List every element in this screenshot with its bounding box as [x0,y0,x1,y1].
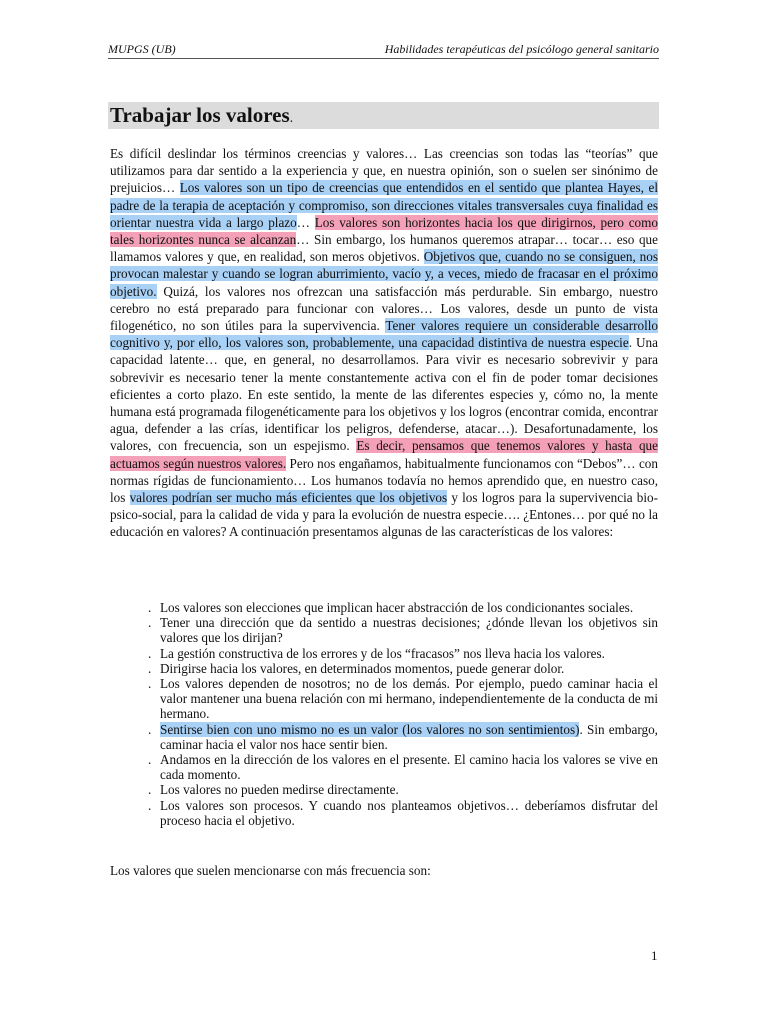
text-segment: Quizá, los valores nos ofrezcan una satisfacción más perdurable. Sin embargo, nuestro cerebro no está preparado para funcionar con valores… Los valores, desde un punto de vista filogenético, no son útiles para la supervivencia. [110,283,658,334]
text-segment: Los valores dependen de nosotros; no de los demás. Por ejemplo, puedo caminar hacia el valor mantener una buena relación con mi hermano, independientemente de la conducta de mi hermano. [160,676,658,722]
text-segment: … Sin embargo, los humanos queremos atrapar… tocar… eso que llamamos valores y que, en realidad, son meros objetivos. [110,232,658,265]
bullet-marker: . [148,615,152,631]
highlight-blue: Sentirse bien con uno mismo no es un valor (los valores no son sentimientos) [160,721,580,737]
bullet-marker: . [148,782,152,798]
header-left: MUPGS (UB) [108,42,176,56]
text-segment: Dirigirse hacia los valores, en determinados momentos, puede generar dolor. [160,660,565,676]
text-segment: La gestión constructiva de los errores y de los “fracasos” nos lleva hacia los valores. [160,645,605,661]
list-item [110,676,658,722]
highlight-blue: Los valores son un tipo de creencias que entendidos en el sentido que plantea Hayes, el padre de la terapia de aceptación y compromiso, son direcciones vitales transversales cuya finalidad es orientar nuestra vida a largo plazo [110,180,658,230]
text-segment: Es difícil deslindar los términos creencias y valores… Las creencias son todas las “teorías” que utilizamos para dar sentido a la experiencia y que, en nuestra opinión, son o suelen ser sinónimo de prejuicios… [110,146,658,196]
page-number: 1 [651,948,658,963]
bullet-marker: . [148,752,152,768]
section-title [108,102,659,132]
section-title-text: Trabajar los valores [110,103,290,127]
section-title-dot: . [289,111,294,126]
text-segment: … [296,214,315,230]
text-segment: Pero nos engañamos, habitualmente funcionamos con “Debos”… con normas rígidas de funcionamiento… Los humanos todavía no hemos aprendido que, en nuestro caso, los [110,455,658,506]
section-title-box [108,102,659,129]
list-item [110,798,658,828]
list-item [110,615,658,645]
text-segment: Andamos en la dirección de los valores en el presente. El camino hacia los valores se vive en cada momento. [160,752,658,783]
list-item [110,661,658,676]
text-segment: Los valores son procesos. Y cuando nos planteamos objetivos… deberíamos disfrutar del proceso hacia el objetivo. [160,797,658,828]
list-item [110,722,658,752]
bullet-marker: . [148,645,152,661]
highlight-blue: valores podrían ser mucho más eficientes que los objetivos [129,490,448,506]
closing-paragraph: Los valores que suelen mencionarse con más frecuencia son: [110,863,431,878]
list-item [110,646,658,661]
values-list [110,600,658,828]
bullet-marker: . [148,600,152,615]
text-segment: . Sin embargo, caminar hacia el valor nos hace sentir bien. [160,721,658,752]
bullet-marker: . [148,721,152,737]
header-right: Habilidades terapéuticas del psicólogo general sanitario [384,42,659,56]
bullet-marker: . [148,660,152,676]
highlight-pink: Los valores son horizontes hacia los que dirigirnos, pero como tales horizontes nunca se alcanzan [110,214,658,248]
highlight-blue: Tener valores requiere un considerable desarrollo cognitivo y, por ello, los valores son, probablemente, una capacidad distintiva de nuestra especie [110,318,658,351]
text-segment: Tener una dirección que da sentido a nuestras decisiones; ¿dónde llevan los objetivos sin valores que los dirijan? [160,615,658,646]
text-segment: Los valores son elecciones que implican hacer abstracción de los condicionantes sociales. [160,600,634,615]
list-item [110,600,658,615]
bullet-marker: . [148,676,152,692]
text-segment: Los valores no pueden medirse directamente. [160,782,399,798]
bullet-marker: . [148,797,152,813]
list-item [110,752,658,782]
text-segment: . Una capacidad latente… que, en general, no desarrollamos. Para vivir es necesario sobrevivir y para sobrevivir es necesario tener la mente constantemente activa con el fin de poder tomar decisiones eficientes a corto plazo. En este sentido, la mente de las diferentes especies y, cómo no, la mente humana está programada filogenéticamente para los objetivos y los logros (encontrar comida, encontrar agua, defender a las crías, identificar los peligros, defenderse, atacar…). Desafortunadamente, los valores, con frecuencia, son un espejismo. [110,335,658,454]
text-segment: y los logros para la supervivencia bio-psico-social, para la calidad de vida y para la evolución de nuestra especie…. ¿Entones… por qué no la educación en valores? A continuación presentamos algunas de las características de los valores: [110,490,659,540]
list-item [110,782,658,797]
page-header [108,40,659,59]
highlight-blue: Objetivos que, cuando no se consiguen, nos provocan malestar y cuando se logran aburrimiento, vacío y, a veces, miedo de fracasar en el próximo objetivo. [110,249,658,299]
intro-paragraph [110,145,658,541]
highlight-pink: Es decir, pensamos que tenemos valores y hasta que actuamos según nuestros valores. [110,438,658,471]
